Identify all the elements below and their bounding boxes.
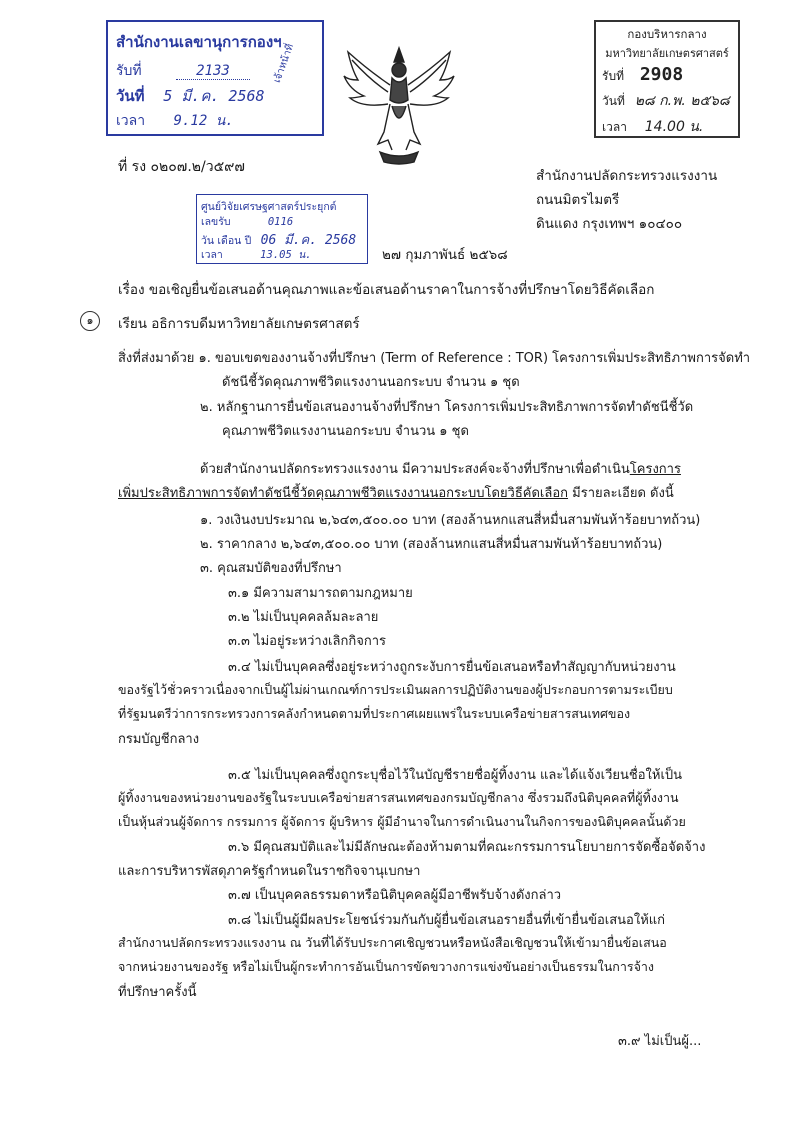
stamp-time-row: [201, 246, 312, 263]
project-name-underlined: โครงการ: [629, 462, 681, 477]
qual-3-8-line2: สำนักงานปลัดกระทรวงแรงงาน ณ วันที่ได้รับประกาศเชิญชวนหรือหนังสือเชิญชวนให้เข้ามายื่นข้อเสนอ: [118, 935, 667, 950]
stamp-time: 13.05 น.: [260, 249, 312, 261]
stamp-date-row: [602, 90, 730, 112]
stamp-date: 06 มี.ค. 2568: [260, 233, 357, 248]
qual-3-5-line2: ผู้ทิ้งงานของหน่วยงานของรัฐในระบบเครือข่ายสารสนเทศของกรมบัญชีกลาง ซึ่งรวมถึงนิติบุคคลที่ผู้ทิ้งงาน: [118, 790, 679, 805]
enclosure-1a: สิ่งที่ส่งมาด้วย ๑. ขอบเขตของงานจ้างที่ปรึกษา (Term of Reference : TOR) โครงการเพิ่มประสิทธิภาพการจัดทำ: [118, 351, 751, 366]
stamp-time-row: [602, 116, 703, 138]
qual-3-3: ๓.๓ ไม่อยู่ระหว่างเลิกกิจการ: [228, 634, 386, 649]
doc-recipient: เรียน อธิการบดีมหาวิทยาลัยเกษตรศาสตร์: [118, 316, 360, 332]
enclosure-1b: ดัชนีชี้วัดคุณภาพชีวิตแรงงานนอกระบบ จำนวน ๑ ชุด: [222, 375, 520, 390]
qual-3-5-line1: ๓.๕ ไม่เป็นบุคคลซึ่งถูกระบุชื่อไว้ในบัญชีรายชื่อผู้ทิ้งงาน และได้แจ้งเวียนชื่อให้เป็น: [228, 768, 683, 783]
stamp-recv-label: รับที่: [602, 69, 624, 83]
qual-3-2: ๓.๒ ไม่เป็นบุคคลล้มละลาย: [228, 610, 379, 625]
qual-3-4-line4: กรมบัญชีกลาง: [118, 732, 200, 747]
stamp-time: 9.12 น.: [173, 113, 234, 129]
item-median-price: ๒. ราคากลาง ๒,๖๔๓,๕๐๐.๐๐ บาท (สองล้านหกแสนสี่หมื่นสามพันห้าร้อยบาทถ้วน): [200, 537, 663, 552]
qual-3-8-line3: จากหน่วยงานของรัฐ หรือไม่เป็นผู้กระทำการอันเป็นการขัดขวางการแข่งขันอย่างเป็นธรรมในการจ้าง: [118, 959, 655, 974]
qual-3-4-line1: ๓.๔ ไม่เป็นบุคคลซึ่งอยู่ระหว่างถูกระงับการยื่นข้อเสนอหรือทำสัญญากับหน่วยงาน: [228, 660, 676, 675]
stamp-side-note: เจ้าหน้าที่: [271, 42, 297, 85]
item-budget: ๑. วงเงินงบประมาณ ๒,๖๔๓,๕๐๐.๐๐ บาท (สองล้านหกแสนสี่หมื่นสามพันห้าร้อยบาทถ้วน): [200, 513, 701, 528]
stamp-date-label: วันที่: [602, 94, 625, 108]
stamp-time-label: เวลา: [602, 120, 627, 134]
stamp-recv-row: [201, 213, 293, 230]
receipt-stamp-center: [196, 194, 368, 264]
stamp-office: กองบริหารกลาง: [627, 27, 707, 41]
receipt-stamp-left: [106, 20, 324, 136]
sender-address-line2: ถนนมิตรไมตรี: [536, 192, 620, 208]
stamp-recv-row: [116, 60, 250, 82]
stamp-time-label: เวลา: [201, 249, 223, 261]
stamp-office: ศูนย์วิจัยเศรษฐศาสตร์ประยุกต์: [201, 201, 337, 213]
receipt-stamp-right: [594, 20, 740, 138]
doc-date: ๒๗ กุมภาพันธ์ ๒๕๖๘: [382, 247, 508, 263]
doc-ref: ที่ รง ๐๒๐๗.๒/ว๕๙๗: [118, 159, 245, 175]
qual-3-8-line4: ที่ปรึกษาครั้งนี้: [118, 985, 197, 1000]
continuation-marker: ๓.๙ ไม่เป็นผู้...: [618, 1034, 702, 1049]
project-name-underlined-cont: เพิ่มประสิทธิภาพการจัดทำดัชนีชี้วัดคุณภาพชีวิตแรงงานนอกระบบโดยวิธีคัดเลือก: [118, 486, 569, 501]
item-qualifications: ๓. คุณสมบัติของที่ปรึกษา: [200, 561, 342, 576]
stamp-date: 5 มี.ค. 2568: [163, 87, 265, 105]
qual-3-4-line2: ของรัฐไว้ชั่วคราวเนื่องจากเป็นผู้ไม่ผ่านเกณฑ์การประเมินผลการปฏิบัติงานของผู้ประกอบการตามระเบียบ: [118, 682, 673, 697]
paragraph-1-text: ด้วยสำนักงานปลัดกระทรวงแรงงาน มีความประสงค์จะจ้างที่ปรึกษาเพื่อดำเนิน: [200, 462, 630, 477]
stamp-date-row: [116, 84, 265, 108]
qual-3-6-line1: ๓.๖ มีคุณสมบัติและไม่มีลักษณะต้องห้ามตามที่คณะกรรมการนโยบายการจัดซื้อจัดจ้าง: [228, 840, 706, 855]
doc-subject: เรื่อง ขอเชิญยื่นข้อเสนอด้านคุณภาพและข้อเสนอด้านราคาในการจ้างที่ปรึกษาโดยวิธีคัดเลือก: [118, 282, 655, 298]
garuda-emblem-icon: [340, 40, 458, 170]
enclosure-2a: ๒. หลักฐานการยื่นข้อเสนองานจ้างที่ปรึกษา โครงการเพิ่มประสิทธิภาพการจัดทำดัชนีชี้วัด: [200, 400, 694, 415]
stamp-recv-row: [602, 64, 683, 86]
paragraph-1-line1: [200, 458, 681, 479]
handwritten-mark: ๑: [80, 311, 100, 331]
paragraph-1-line2: [118, 482, 674, 503]
paragraph-1-tail: มีรายละเอียด ดังนี้: [568, 486, 674, 501]
sender-address-line3: ดินแดง กรุงเทพฯ ๑๐๔๐๐: [536, 216, 683, 232]
stamp-recv-label: รับที่: [116, 63, 142, 79]
qual-3-1: ๓.๑ มีความสามารถตามกฎหมาย: [228, 586, 413, 601]
qual-3-7: ๓.๗ เป็นบุคคลธรรมดาหรือนิติบุคคลผู้มีอาชีพรับจ้างดังกล่าว: [228, 888, 562, 903]
stamp-recv-no: 0116: [267, 216, 294, 228]
stamp-office: สำนักงานเลขานุการกองฯ: [116, 33, 282, 51]
stamp-time-label: เวลา: [116, 113, 146, 129]
qual-3-5-line3: เป็นหุ้นส่วนผู้จัดการ กรรมการ ผู้จัดการ ผู้บริหาร ผู้มีอำนาจในการดำเนินงานในกิจการของนิติบุคคลนั้นด้วย: [118, 814, 686, 829]
stamp-recv-label: เลขรับ: [201, 216, 231, 228]
enclosure-2b: คุณภาพชีวิตแรงงานนอกระบบ จำนวน ๑ ชุด: [222, 424, 469, 439]
sender-address-line1: สำนักงานปลัดกระทรวงแรงงาน: [536, 168, 718, 184]
stamp-time: 14.00 น.: [644, 119, 704, 135]
stamp-recv-no: 2133: [176, 63, 250, 80]
stamp-recv-no: 2908: [639, 64, 684, 85]
stamp-date-label: วัน เดือน ปี: [201, 235, 252, 247]
qual-3-6-line2: และการบริหารพัสดุภาครัฐกำหนดในราชกิจจานุเบกษา: [118, 864, 421, 879]
stamp-date: ๒๘ ก.พ. ๒๕๖๘: [634, 93, 730, 109]
stamp-office-org: มหาวิทยาลัยเกษตรศาสตร์: [605, 47, 729, 60]
qual-3-8-line1: ๓.๘ ไม่เป็นผู้มีผลประโยชน์ร่วมกันกับผู้ยื่นข้อเสนอรายอื่นที่เข้ายื่นข้อเสนอให้แก่: [228, 913, 666, 928]
stamp-time-row: [116, 110, 234, 132]
qual-3-4-line3: ที่รัฐมนตรีว่าการกระทรวงการคลังกำหนดตามที่ประกาศเผยแพร่ในระบบเครือข่ายสารสนเทศของ: [118, 706, 631, 721]
stamp-date-label: วันที่: [116, 87, 145, 105]
